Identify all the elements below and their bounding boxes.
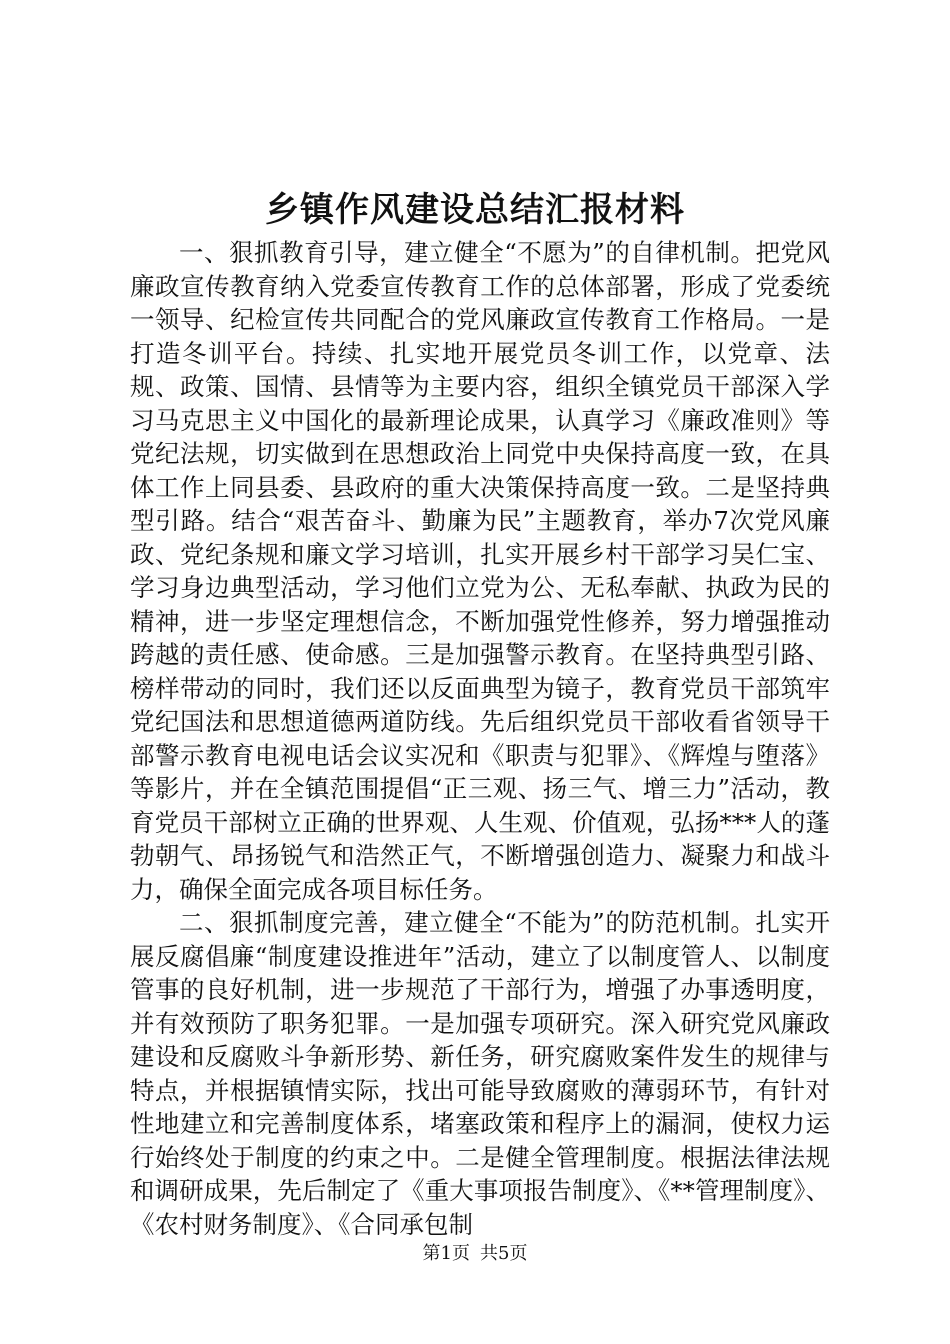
paragraph-1: 一、狠抓教育引导，建立健全“不愿为”的自律机制。把党风廉政宣传教育纳入党委宣传教育工作的总体部署，形成了党委统一领导、纪检宣传共同配合的党风廉政宣传教育工作格局。一是打造冬训平台。持续、扎实地开展党员冬训工作，以党章、法规、政策、国情、县情等为主要内容，组织全镇党员干部深入学习马克思主义中国化的最新理论成果，认真学习《廉政准则》等党纪法规，切实做到在思想政治上同党中央保持高度一致，在具体工作上同县委、县政府的重大决策保持高度一致。二是坚持典型引路。结合“艰苦奋斗、勤廉为民”主题教育，举办7次党风廉政、党纪条规和廉文学习培训，扎实开展乡村干部学习吴仁宝、学习身边典型活动，学习他们立党为公、无私奉献、执政为民的精神，进一步坚定理想信念，不断加强党性修养，努力增强推动跨越的责任感、使命感。三是加强警示教育。在坚持典型引路、榜样带动的同时，我们还以反面典型为镜子，教育党员干部筑牢党纪国法和思想道德两道防线。先后组织党员干部收看省领导干部警示教育电视电话会议实况和《职责与犯罪》、《辉煌与堕落》等影片，并在全镇范围提倡“正三观、扬三气、增三力”活动，教育党员干部树立正确的世界观、人生观、价值观，弘扬***人的蓬勃朝气、昂扬锐气和浩然正气，不断增强创造力、凝聚力和战斗力，确保全面完成各项目标任务。 <box>130 238 830 904</box>
document-title: 乡镇作风建设总结汇报材料 <box>265 190 685 230</box>
page-total: 共5页 <box>480 1243 528 1264</box>
page-footer <box>0 1242 950 1266</box>
paragraph-2: 二、狠抓制度完善，建立健全“不能为”的防范机制。扎实开展反腐倡廉“制度建设推进年”活动，建立了以制度管人、以制度管事的良好机制，进一步规范了干部行为，增强了办事透明度，并有效预防了职务犯罪。一是加强专项研究。深入研究党风廉政建设和反腐败斗争新形势、新任务，研究腐败案件发生的规律与特点，并根据镇情实际，找出可能导致腐败的薄弱环节，有针对性地建立和完善制度体系，堵塞政策和程序上的漏洞，使权力运行始终处于制度的约束之中。二是健全管理制度。根据法律法规和调研成果，先后制定了《重大事项报告制度》、《**管理制度》、《农村财务制度》、《合同承包制 <box>130 908 830 1239</box>
document-body <box>130 236 830 1241</box>
page-number: 第1页 <box>422 1243 470 1264</box>
